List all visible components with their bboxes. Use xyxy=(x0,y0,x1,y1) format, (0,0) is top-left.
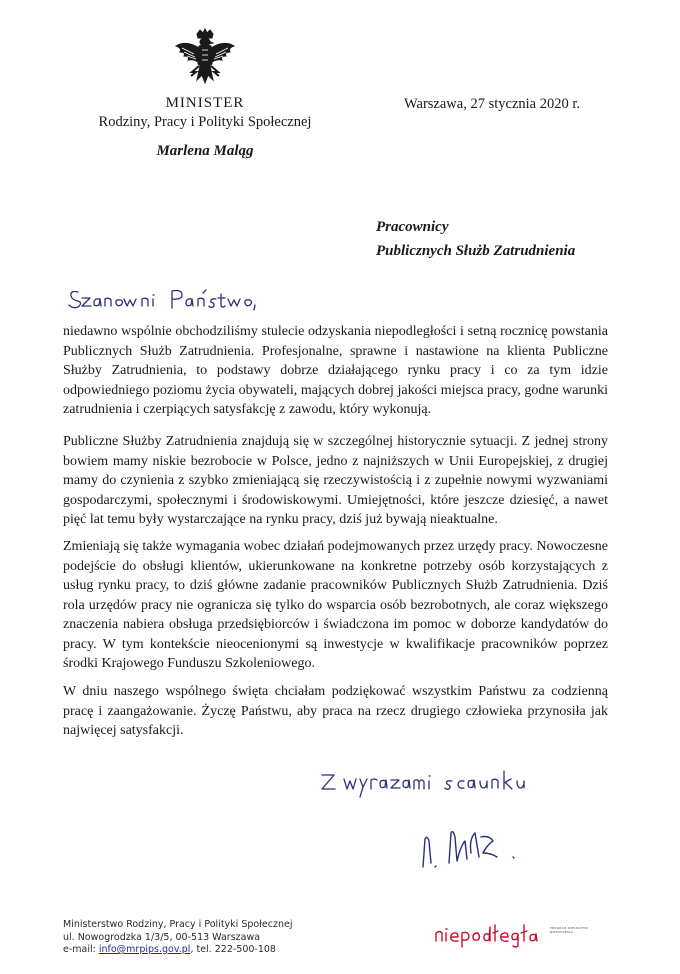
footer-contact xyxy=(63,944,292,957)
body-paragraph-1: niedawno wspólnie obchodziliśmy stulecie odzyskania niepodległości i setną rocznicę powstania Publicznych Służb Zatrudnienia. Profesjonalne, sprawne i nastawione na klienta Publiczne Służby Zatrudnienia, to podstawy dobrze działającego rynku pracy i co za tym idzie odpowiedniego poziomu życia obywateli, mających dobrej jakości miejsca pracy, godne warunki zatrudnienia i czerpiących satysfakcję z zawodu, który wykonują. xyxy=(63,324,608,417)
niepodlegla-program-text: PROGRAM WIELOLETNI NIEPODLEGŁA xyxy=(550,926,588,934)
date-line: Warszawa, 27 stycznia 2020 r. xyxy=(404,96,580,112)
addressee-line-2: Publicznych Służb Zatrudnienia xyxy=(376,243,576,259)
niepodlegla-logo-icon xyxy=(432,919,544,949)
polish-eagle-icon xyxy=(172,28,238,90)
footer-ministry-name: Ministerstwo Rodziny, Pracy i Polityki Społecznej xyxy=(63,919,293,930)
minister-name: Marlena Maląg xyxy=(156,143,254,159)
body-paragraph-2: Publiczne Służby Zatrudnienia znajdują się w szczególnej historycznie sytuacji. Z jednej strony bowiem mamy niskie bezrobocie w Polsce, jedno z najniższych w Unii Europejskiej, z drugiej mamy do czynienia z szybko zmieniającą się rzeczywistością i z zupełnie nowymi wyzwaniami gospodarczymi, społecznymi i środowiskowymi. Umiejętności, które jeszcze dziesięć, a nawet pięć lat temu były wystarczające na rynku pracy, dziś już bywają nieaktualne. xyxy=(63,434,608,527)
footer-address xyxy=(63,919,292,957)
addressee-line-1: Pracownicy xyxy=(376,219,449,235)
body-paragraph-4: W dniu naszego wspólnego święta chciałam podziękować wszystkim Państwu za codzienną pracę i zaangażowanie. Życzę Państwu, aby praca na rzecz drugiego człowieka przynosiła jak najwięcej satysfakcji. xyxy=(63,684,608,738)
footer-street-address: ul. Nowogrodzka 1/3/5, 00-513 Warszawa xyxy=(63,931,261,943)
footer-email-link[interactable]: info@mrpips.gov.pl xyxy=(98,944,191,955)
minister-title: MINISTER xyxy=(165,95,245,111)
ministry-name: Rodziny, Pracy i Polityki Społecznej xyxy=(98,114,312,130)
footer-email-label: e-mail: xyxy=(63,944,99,955)
handwritten-closing xyxy=(318,765,554,807)
handwritten-greeting xyxy=(66,284,280,318)
footer-phone: , tel. 222-500-108 xyxy=(190,944,276,955)
handwritten-signature xyxy=(417,823,525,875)
body-paragraph-3: Zmieniają się także wymagania wobec działań podejmowanych przez urzędy pracy. Nowoczesne podejście do obsługi klientów, ukierunkowane na konkretne potrzeby osób korzystających z usług rynku pracy, to dziś główne zadanie pracowników Publicznych Służb Zatrudnienia. Dziś rola urzędów pracy nie ogranicza się tylko do wsparcia osób bezrobotnych, ale coraz większego znaczenia nabiera obsługa przedsiębiorców i świadczona im pomoc w doborze kandydatów do pracy. W tym kontekście nieocenionymi są inwestycje w kwalifikacje pracowników poprzez środki Krajowego Funduszu Szkoleniowego. xyxy=(63,539,608,671)
